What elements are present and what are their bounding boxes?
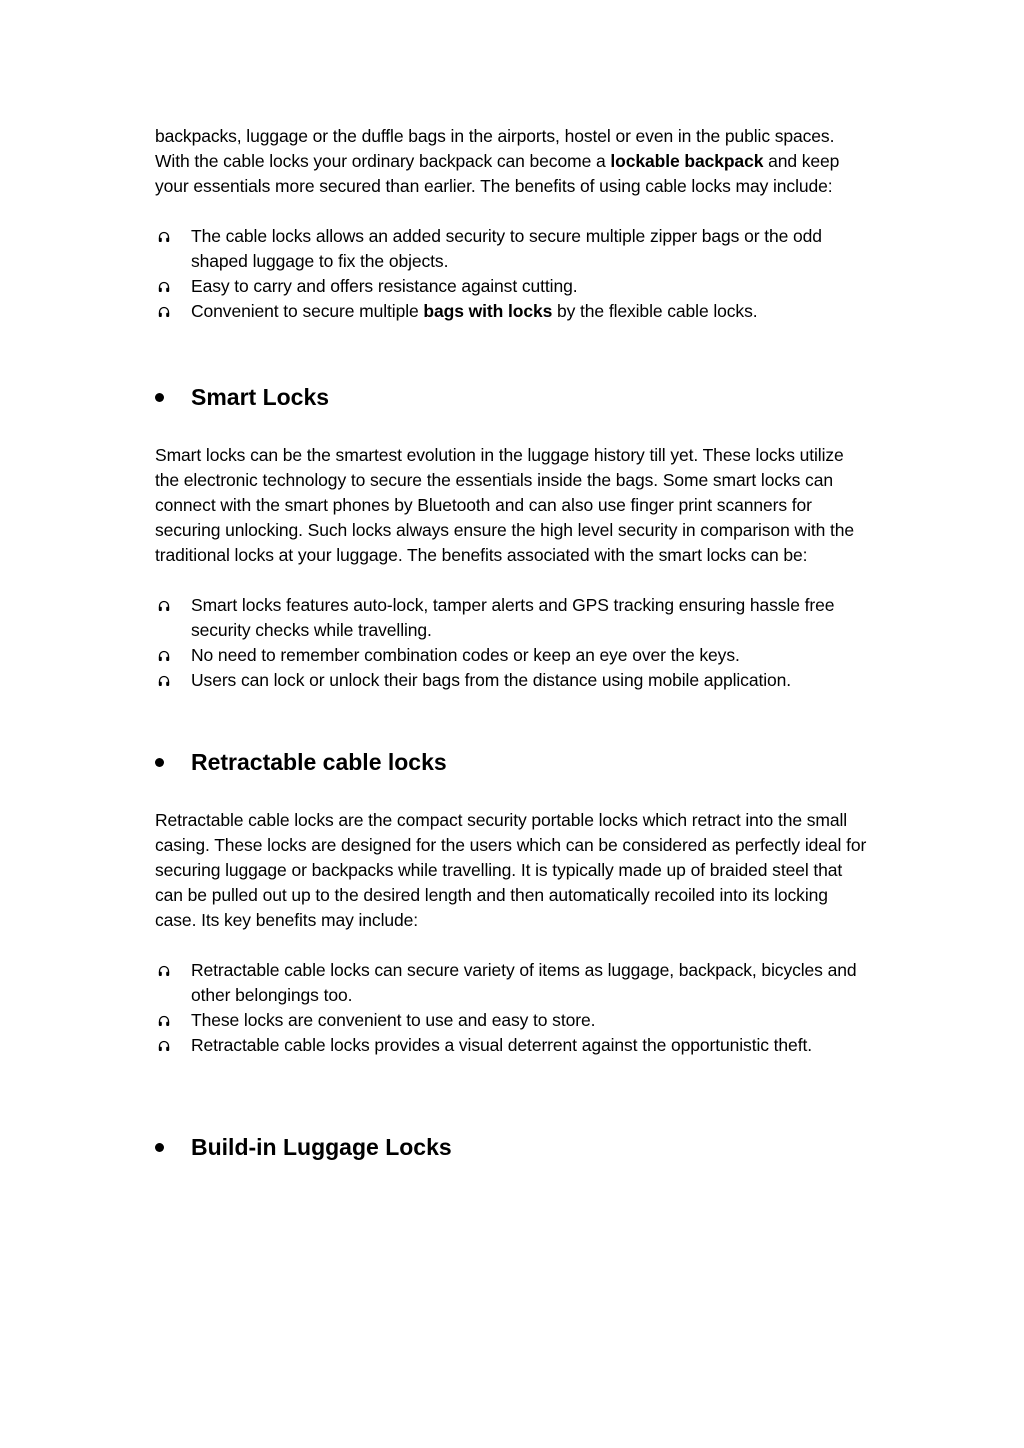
list-item-text: Convenient to secure multiple bbox=[191, 301, 424, 321]
headphones-icon bbox=[158, 675, 170, 687]
list-item bbox=[155, 274, 845, 299]
intro-bold-lockable-backpack: lockable backpack bbox=[610, 151, 764, 171]
list-item bbox=[155, 1033, 851, 1058]
list-item bbox=[155, 299, 845, 324]
smart-locks-heading-row bbox=[155, 380, 875, 414]
smart-locks-paragraph: Smart locks can be the smartest evolution in the luggage history till yet. These locks utilize the electronic technology to secure the essentials inside the bags. Some smart locks can connect with the smart phones by Bluetooth and can also use finger print scanners for securing unlocking. Such locks always ensure the high level security in comparison with the traditional locks at your luggage. The benefits associated with the smart locks can be: bbox=[155, 445, 855, 565]
headphones-icon bbox=[158, 965, 170, 977]
headphones-icon bbox=[158, 1040, 170, 1052]
round-bullet-icon bbox=[155, 758, 164, 767]
intro-paragraph bbox=[155, 124, 855, 199]
round-bullet-icon bbox=[155, 1143, 164, 1152]
retractable-locks-heading: Retractable cable locks bbox=[191, 749, 447, 775]
list-item bbox=[155, 668, 855, 693]
buildin-locks-heading: Build-in Luggage Locks bbox=[191, 1134, 452, 1160]
intro-text-1: backpacks, luggage or the duffle bags in the airports, hostel or even in the public spaces. With the cable locks your ordinary backpack can become a bbox=[155, 126, 835, 171]
list-item-text: Smart locks features auto-lock, tamper alerts and GPS tracking ensuring hassle free security checks while travelling. bbox=[191, 595, 835, 640]
headphones-icon bbox=[158, 231, 170, 243]
list-item-text: No need to remember combination codes or keep an eye over the keys. bbox=[191, 645, 740, 665]
headphones-icon bbox=[158, 650, 170, 662]
retractable-locks-benefits-list bbox=[155, 958, 873, 1058]
list-item-bold-bags-with-locks: bags with locks bbox=[423, 301, 553, 321]
retractable-locks-heading-row bbox=[155, 745, 875, 779]
list-item bbox=[155, 224, 845, 274]
list-item-text: Users can lock or unlock their bags from the distance using mobile application. bbox=[191, 670, 792, 690]
document-page bbox=[155, 124, 875, 1164]
list-item-text: Retractable cable locks provides a visual deterrent against the opportunistic theft. bbox=[191, 1035, 812, 1055]
buildin-locks-heading-row bbox=[155, 1130, 875, 1164]
headphones-icon bbox=[158, 306, 170, 318]
cable-benefits-list bbox=[155, 224, 845, 324]
list-item-text: by the flexible cable locks. bbox=[552, 301, 758, 321]
list-item bbox=[155, 593, 855, 643]
smart-locks-heading: Smart Locks bbox=[191, 384, 330, 410]
list-item-text: The cable locks allows an added security to secure multiple zipper bags or the odd shaped luggage to fix the objects. bbox=[191, 226, 822, 271]
list-item-text: Retractable cable locks can secure variety of items as luggage, backpack, bicycles and other belongings too. bbox=[191, 960, 857, 1005]
list-item bbox=[155, 643, 855, 668]
headphones-icon bbox=[158, 600, 170, 612]
list-item bbox=[155, 1008, 873, 1033]
list-item-text: These locks are convenient to use and easy to store. bbox=[191, 1010, 596, 1030]
smart-locks-benefits-list bbox=[155, 593, 855, 693]
list-item-text: Easy to carry and offers resistance against cutting. bbox=[191, 276, 578, 296]
headphones-icon bbox=[158, 1015, 170, 1027]
intro-text-2: and keep your essentials more secured than earlier. The benefits of using cable locks may include: bbox=[155, 151, 840, 196]
retractable-locks-paragraph: Retractable cable locks are the compact security portable locks which retract into the small casing. These locks are designed for the users which can be considered as perfectly ideal for securing luggage or backpacks while travelling. It is typically made up of braided steel that can be pulled out up to the desired length and then automatically recoiled into its locking case. Its key benefits may include: bbox=[155, 810, 867, 930]
round-bullet-icon bbox=[155, 393, 164, 402]
headphones-icon bbox=[158, 281, 170, 293]
list-item bbox=[155, 958, 873, 1008]
